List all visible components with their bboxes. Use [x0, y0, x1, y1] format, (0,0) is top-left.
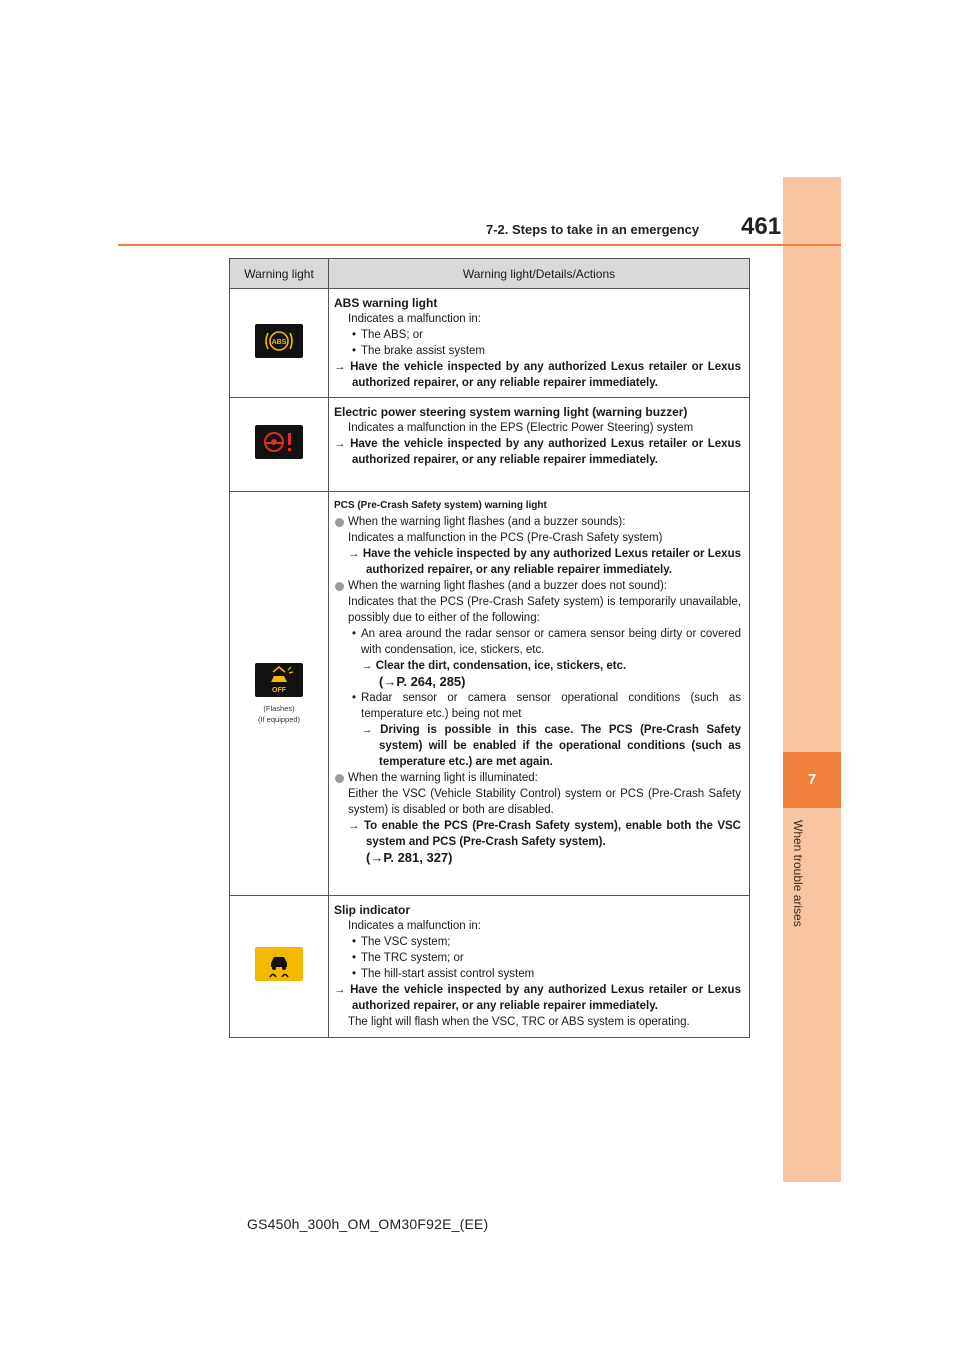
pcs-case2-b1-ref-text: P. 264, 285): [396, 674, 466, 689]
slip-note: The light will flash when the VSC, TRC or ABS system is operating.: [348, 1016, 690, 1028]
abs-action-text: Have the vehicle inspected by any authorized Lexus retailer or Lexus authorized repairer, or any reliable repairer immediately.: [350, 361, 741, 389]
slip-action: → Have the vehicle inspected by any authorized Lexus retailer or Lexus authorized repairer, or any reliable repairer immediately.: [334, 984, 741, 1012]
slip-details: [329, 896, 750, 1038]
pcs-case3-body: Either the VSC (Vehicle Stability Control) system or PCS (Pre-Crash Safety system) is disabled or both are disabled.: [348, 788, 741, 816]
column-header-details: Warning light/Details/Actions: [329, 259, 750, 289]
eps-title: Electric power steering system warning light (warning buzzer): [334, 405, 688, 419]
list-item: • The TRC system; or: [334, 950, 741, 966]
table-row: [230, 398, 750, 492]
page-number: 461: [741, 213, 782, 240]
slip-title: Slip indicator: [334, 903, 411, 917]
pcs-icon-label: OFF: [272, 687, 286, 694]
pcs-case1-body: Indicates a malfunction in the PCS (Pre-Crash Safety system): [348, 532, 663, 544]
abs-action: → Have the vehicle inspected by any authorized Lexus retailer or Lexus authorized repairer, or any reliable repairer immediately.: [334, 361, 741, 389]
pcs-caption-equipped: (If equipped): [257, 715, 301, 724]
chapter-number: 7: [807, 771, 817, 788]
table-header-row: [230, 259, 750, 289]
list-item: • Radar sensor or camera sensor operational conditions (such as temperature etc.) being not met: [334, 690, 741, 722]
warning-light-table: [229, 258, 750, 1038]
list-item: • The hill-start assist control system: [334, 966, 741, 982]
header-rule: [118, 244, 841, 246]
slip-indicator-icon: [255, 947, 303, 981]
eps-details: [329, 398, 750, 492]
chapter-title: When trouble arises: [791, 820, 805, 927]
pcs-details: [329, 492, 750, 896]
slip-action-text: Have the vehicle inspected by any authorized Lexus retailer or Lexus authorized repairer, or any reliable repairer immediately.: [350, 984, 741, 1012]
chapter-side-bar: [783, 177, 841, 1182]
abs-icon-cell: [230, 289, 329, 398]
abs-details: [329, 289, 750, 398]
table-row: [230, 492, 750, 896]
pcs-case2-b2-action-text: Driving is possible in this case. The PCS (Pre-Crash Safety system) will be enabled if the operational conditions (such as temperature etc.) are met again.: [379, 724, 741, 768]
pcs-case2-body: Indicates that the PCS (Pre-Crash Safety system) is temporarily unavailable, possibly due to either of the following:: [348, 596, 741, 624]
eps-intro: Indicates a malfunction in the EPS (Electric Power Steering) system: [348, 422, 694, 434]
abs-icon-label: ABS: [271, 338, 287, 346]
table-row: [230, 289, 750, 398]
pcs-warning-icon: [255, 663, 303, 697]
abs-intro: Indicates a malfunction in:: [348, 313, 481, 325]
pcs-case1-action-text: Have the vehicle inspected by any authorized Lexus retailer or Lexus authorized repairer, or any reliable repairer immediately.: [362, 548, 741, 576]
abs-warning-icon: [255, 324, 303, 358]
pcs-caption-flashes: (Flashes): [263, 704, 295, 713]
abs-title: ABS warning light: [334, 296, 438, 310]
steering-warning-icon: [255, 425, 303, 459]
slip-icon-cell: [230, 896, 329, 1038]
pcs-case1-action: → Have the vehicle inspected by any authorized Lexus retailer or Lexus authorized repairer, or any reliable repairer immediately.: [348, 548, 741, 576]
pcs-case2-head: When the warning light flashes (and a buzzer does not sound):: [334, 578, 741, 594]
eps-action-text: Have the vehicle inspected by any authorized Lexus retailer or Lexus authorized repairer, or any reliable repairer immediately.: [350, 438, 741, 466]
list-item: • The ABS; or: [334, 327, 741, 343]
pcs-case3-head: When the warning light is illuminated:: [334, 770, 741, 786]
pcs-case2-b2-action: → Driving is possible in this case. The PCS (Pre-Crash Safety system) will be enabled if the operational conditions (such as temperature etc.) are met again.: [361, 724, 741, 768]
pcs-case3-ref-text: P. 281, 327): [383, 850, 453, 865]
pcs-case2-b1-action: → Clear the dirt, condensation, ice, stickers, etc.: [361, 660, 627, 672]
list-item: • An area around the radar sensor or camera sensor being dirty or covered with condensation, ice, stickers, etc.: [334, 626, 741, 658]
pcs-icon-cell: [230, 492, 329, 896]
pcs-case3-action-text: To enable the PCS (Pre-Crash Safety system), enable both the VSC system and PCS (Pre-Crash Safety system).: [363, 820, 741, 848]
column-header-warning-light: Warning light: [230, 259, 329, 289]
table-row: [230, 896, 750, 1038]
pcs-case3-action: → To enable the PCS (Pre-Crash Safety system), enable both the VSC system and PCS (Pre-Crash Safety system).: [348, 820, 741, 848]
eps-icon-cell: [230, 398, 329, 492]
pcs-case3-ref: (→P. 281, 327): [366, 850, 453, 865]
pcs-case2-b1-action-text: Clear the dirt, condensation, ice, stickers, etc.: [375, 660, 627, 672]
eps-action: → Have the vehicle inspected by any authorized Lexus retailer or Lexus authorized repairer, or any reliable repairer immediately.: [334, 438, 741, 466]
slip-intro: Indicates a malfunction in:: [348, 920, 481, 932]
section-title: 7-2. Steps to take in an emergency: [486, 222, 700, 237]
list-item: • The VSC system;: [334, 934, 741, 950]
pcs-case2-b1-ref: (→P. 264, 285): [379, 674, 466, 689]
document-code: GS450h_300h_OM_OM30F92E_(EE): [247, 1216, 489, 1232]
list-item: • The brake assist system: [334, 343, 741, 359]
chapter-tab: [783, 752, 841, 808]
pcs-title: PCS (Pre-Crash Safety system) warning light: [334, 500, 547, 511]
pcs-case1-head: When the warning light flashes (and a buzzer sounds):: [334, 514, 741, 530]
